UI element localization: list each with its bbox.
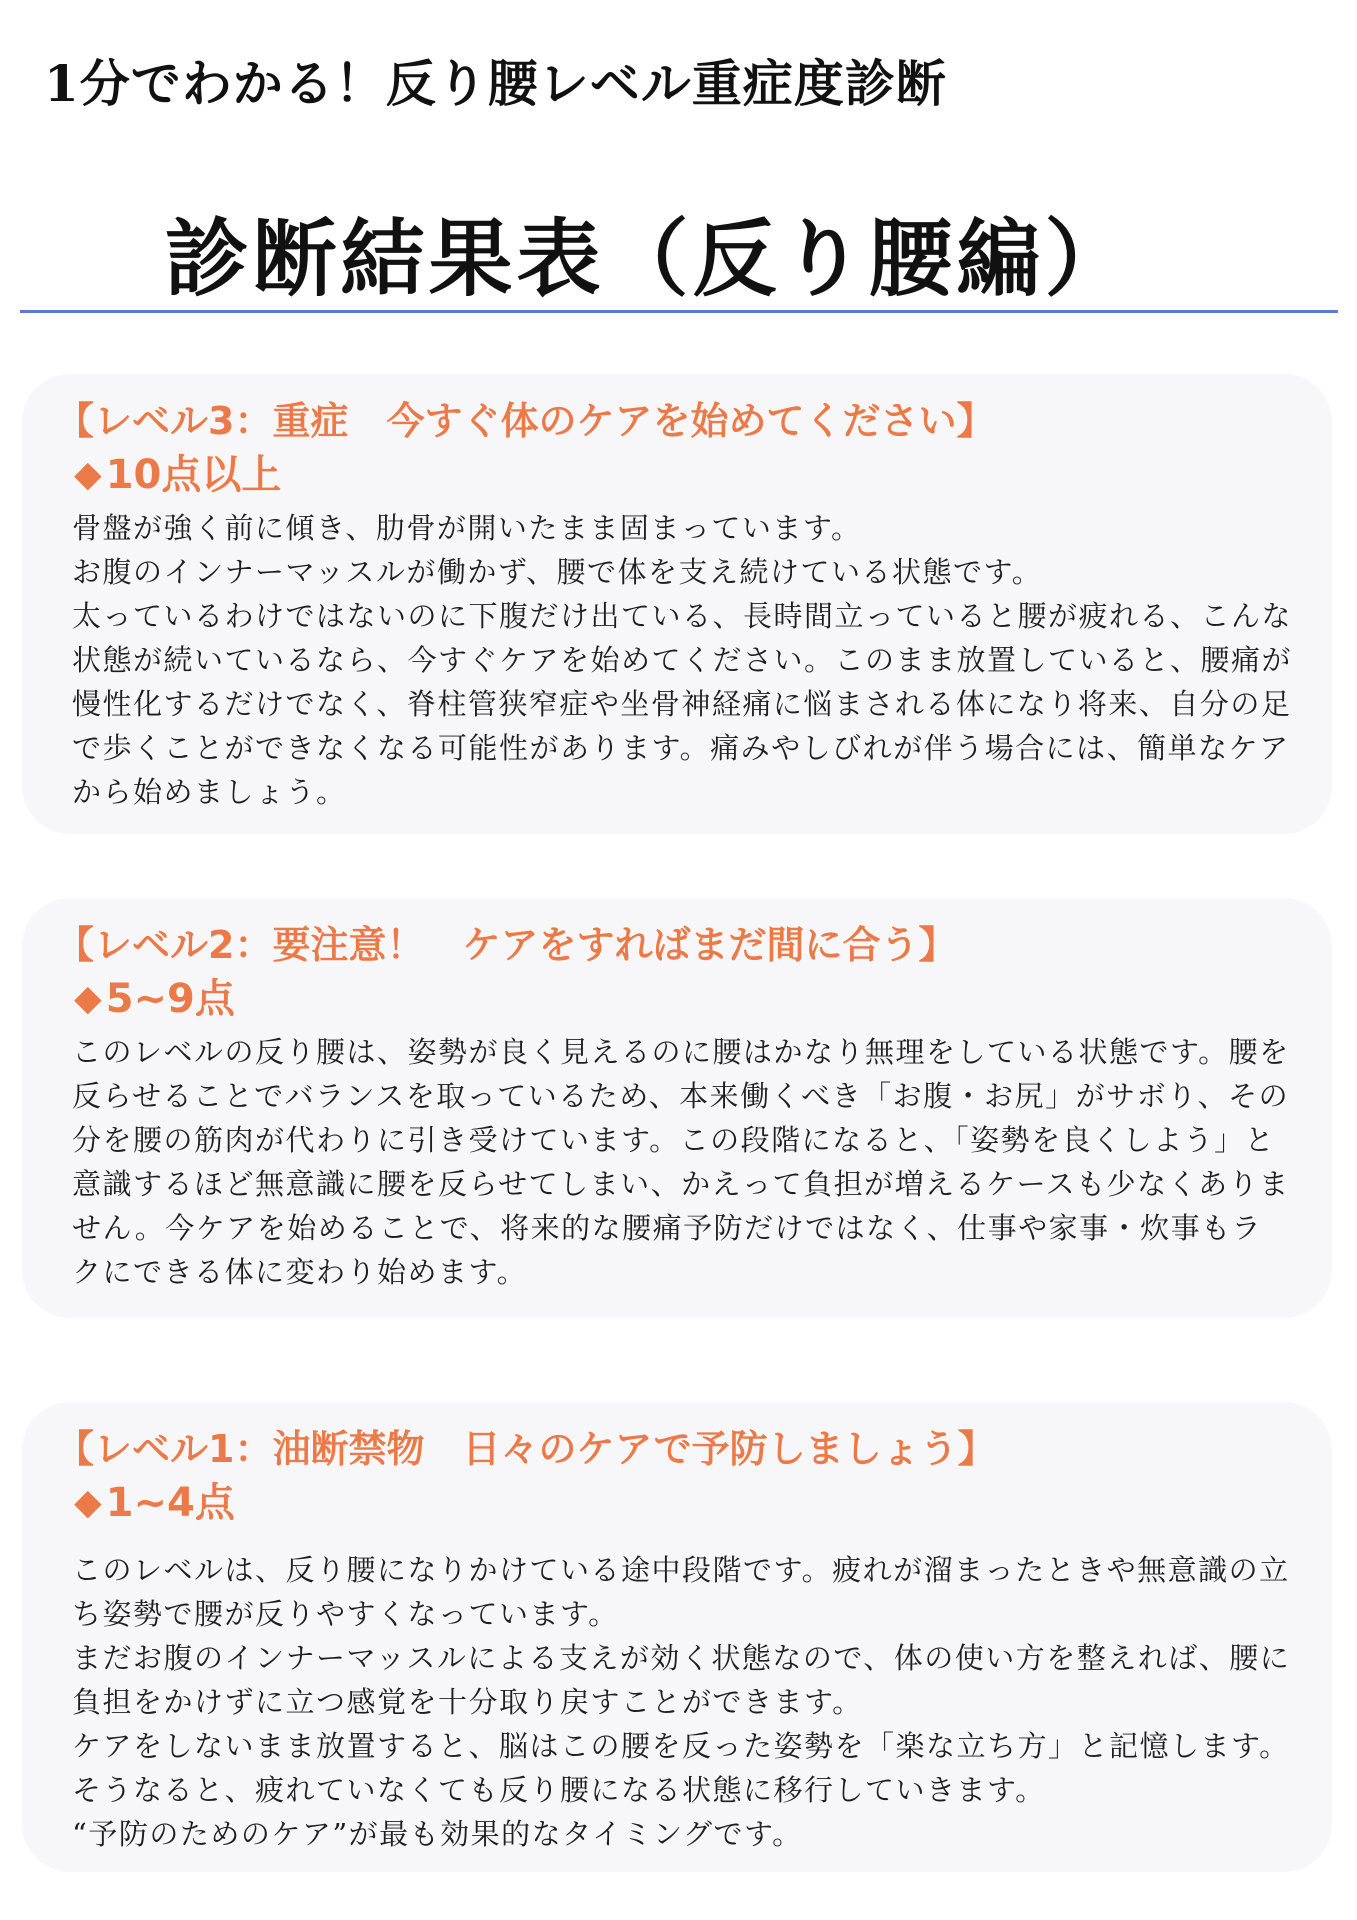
level-1-description: [72, 1548, 1292, 1856]
level-1-paragraph: ケアをしないまま放置すると、脳はこの腰を反った姿勢を「楽な立ち方」と記憶します。そうなると、疲れていなくても反り腰になる状態に移行していきます。: [72, 1729, 1290, 1807]
level-2-score: [74, 972, 1302, 1026]
page-title: 診断結果表（反り腰編）: [164, 209, 1133, 308]
level-3-description: [72, 506, 1292, 814]
level-2-score-text: 5~9点: [105, 976, 235, 1022]
level-1-heading: 【レベル1：油断禁物 日々のケアで予防しましょう】: [56, 1427, 996, 1471]
title-divider: [20, 310, 1338, 313]
level-3-heading: 【レベル3：重症 今すぐ体のケアを始めてください】: [56, 399, 995, 443]
level-3-paragraph: 太っているわけではないのに下腹だけ出ている、長時間立っていると腰が疲れる、こんな状態が続いているなら、今すぐケアを始めてください。このまま放置していると、腰痛が慢性化するだけでなく、脊柱管狭窄症や坐骨神経痛に悩まされる体になり将来、自分の足で歩くことができなくなる可能性があります。痛みやしびれが伴う場合には、簡単なケアから始めましょう。: [72, 599, 1293, 809]
diamond-icon: ◆: [74, 978, 102, 1019]
level-3-card: [22, 374, 1332, 834]
level-2-description: [72, 1030, 1292, 1294]
diamond-icon: ◆: [74, 454, 102, 495]
level-2-card: [22, 898, 1332, 1318]
level-3-score-text: 10点以上: [105, 452, 282, 498]
level-1-score: [74, 1476, 1302, 1530]
level-3-score: [74, 448, 1302, 502]
diamond-icon: ◆: [74, 1482, 102, 1523]
level-1-paragraph: このレベルは、反り腰になりかけている途中段階です。疲れが溜まったときや無意識の立ち姿勢で腰が反りやすくなっています。: [72, 1553, 1290, 1631]
page-subtitle: 1分でわかる！反り腰レベル重症度診断: [44, 54, 947, 113]
level-3-paragraph: お腹のインナーマッスルが働かず、腰で体を支え続けている状態です。: [72, 555, 1043, 589]
level-1-paragraph: “予防のためのケア”が最も効果的なタイミングです。: [72, 1817, 803, 1851]
level-3-paragraph: 骨盤が強く前に傾き、肋骨が開いたまま固まっています。: [72, 511, 862, 545]
level-1-card: [22, 1402, 1332, 1872]
level-1-score-text: 1~4点: [105, 1480, 235, 1526]
level-1-paragraph: まだお腹のインナーマッスルによる支えが効く状態なので、体の使い方を整えれば、腰に負担をかけずに立つ感覚を十分取り戻すことができます。: [72, 1641, 1291, 1719]
level-2-paragraph: このレベルの反り腰は、姿勢が良く見えるのに腰はかなり無理をしている状態です。腰を反らせることでバランスを取っているため、本来働くべき「お腹・お尻」がサボり、その分を腰の筋肉が代わりに引き受けています。この段階になると、「姿勢を良くしよう」と意識するほど無意識に腰を反らせてしまい、かえって負担が増えるケースも少なくありません。今ケアを始めることで、将来的な腰痛予防だけではなく、仕事や家事・炊事もラクにできる体に変わり始めます。: [72, 1035, 1290, 1289]
level-2-heading: 【レベル2：要注意！ ケアをすればまだ間に合う】: [56, 923, 957, 967]
